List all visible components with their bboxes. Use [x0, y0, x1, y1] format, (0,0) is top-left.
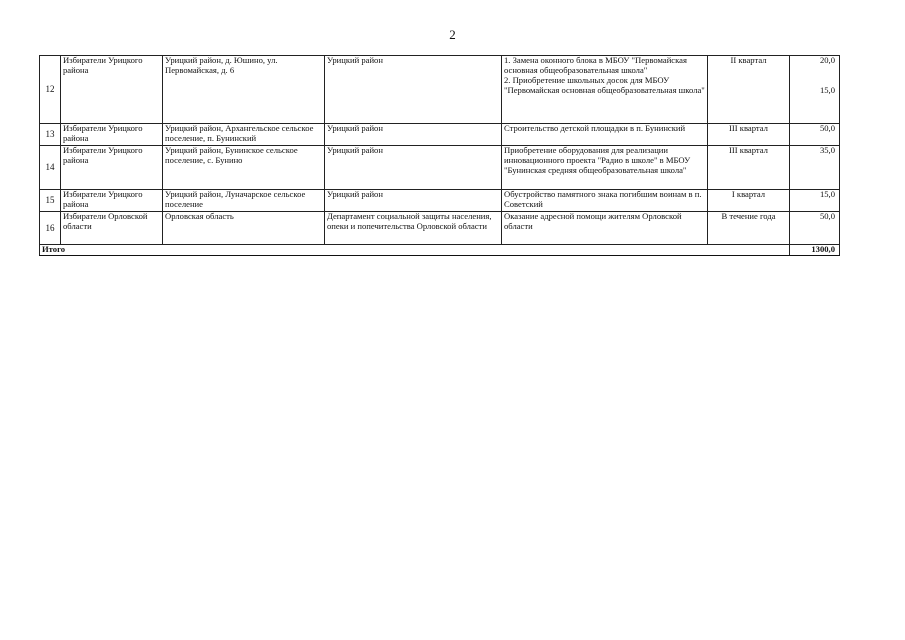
voters-cell: Избиратели Урицкого района — [61, 124, 163, 146]
period-cell: II квартал — [708, 56, 790, 124]
row-number: 13 — [40, 124, 61, 146]
table-row — [40, 56, 840, 124]
total-amount: 1300,0 — [790, 245, 840, 256]
address-cell: Орловская область — [163, 212, 325, 245]
measure-cell: Строительство детской площадки в п. Бунинский — [502, 124, 708, 146]
voters-cell: Избиратели Орловской области — [61, 212, 163, 245]
executor-cell: Урицкий район — [325, 124, 502, 146]
measure-cell: Оказание адресной помощи жителям Орловской области — [502, 212, 708, 245]
executor-cell: Урицкий район — [325, 190, 502, 212]
period-cell: III квартал — [708, 124, 790, 146]
total-label: Итого — [40, 245, 790, 256]
table-row — [40, 124, 840, 146]
table-row — [40, 146, 840, 190]
table-row — [40, 212, 840, 245]
amount-cell: 50,0 — [790, 212, 840, 245]
voters-cell: Избиратели Урицкого района — [61, 190, 163, 212]
row-number: 15 — [40, 190, 61, 212]
period-cell: В течение года — [708, 212, 790, 245]
period-cell: III квартал — [708, 146, 790, 190]
row-number: 16 — [40, 212, 61, 245]
allocation-table — [39, 55, 840, 256]
amount-value: 20,0 — [819, 55, 835, 65]
measure-item: 2. Приобретение школьных досок для МБОУ "Первомайская основная общеобразовательная школа" — [504, 74, 705, 95]
executor-cell: Урицкий район — [325, 56, 502, 124]
amount-cell: 35,0 — [790, 146, 840, 190]
measure-cell — [502, 56, 708, 124]
executor-cell: Департамент социальной защиты населения, опеки и попечительства Орловской области — [325, 212, 502, 245]
amount-value: 15,0 — [819, 84, 835, 95]
period-cell: I квартал — [708, 190, 790, 212]
amount-cell: 50,0 — [790, 124, 840, 146]
voters-cell: Избиратели Урицкого района — [61, 146, 163, 190]
total-row — [40, 245, 840, 256]
measure-cell: Приобретение оборудования для реализации инновационного проекта "Радио в школе" в МБОУ "Бунинская средняя общеобразовательная школа" — [502, 146, 708, 190]
address-cell: Урицкий район, Бунинское сельское поселение, с. Бунино — [163, 146, 325, 190]
executor-cell: Урицкий район — [325, 146, 502, 190]
voters-cell: Избиратели Урицкого района — [61, 56, 163, 124]
page-number: 2 — [449, 27, 456, 42]
amount-cell: 15,0 — [790, 190, 840, 212]
address-cell: Урицкий район, д. Юшино, ул. Первомайская, д. 6 — [163, 56, 325, 124]
measure-item: 1. Замена оконного блока в МБОУ "Первомайская основная общеобразовательная школа" — [504, 55, 687, 75]
table-row — [40, 190, 840, 212]
address-cell: Урицкий район, Луначарское сельское поселение — [163, 190, 325, 212]
row-number: 12 — [40, 56, 61, 124]
address-cell: Урицкий район, Архангельское сельское поселение, п. Бунинский — [163, 124, 325, 146]
amount-cell — [790, 56, 840, 124]
measure-cell: Обустройство памятного знака погибшим воинам в п. Советский — [502, 190, 708, 212]
row-number: 14 — [40, 146, 61, 190]
